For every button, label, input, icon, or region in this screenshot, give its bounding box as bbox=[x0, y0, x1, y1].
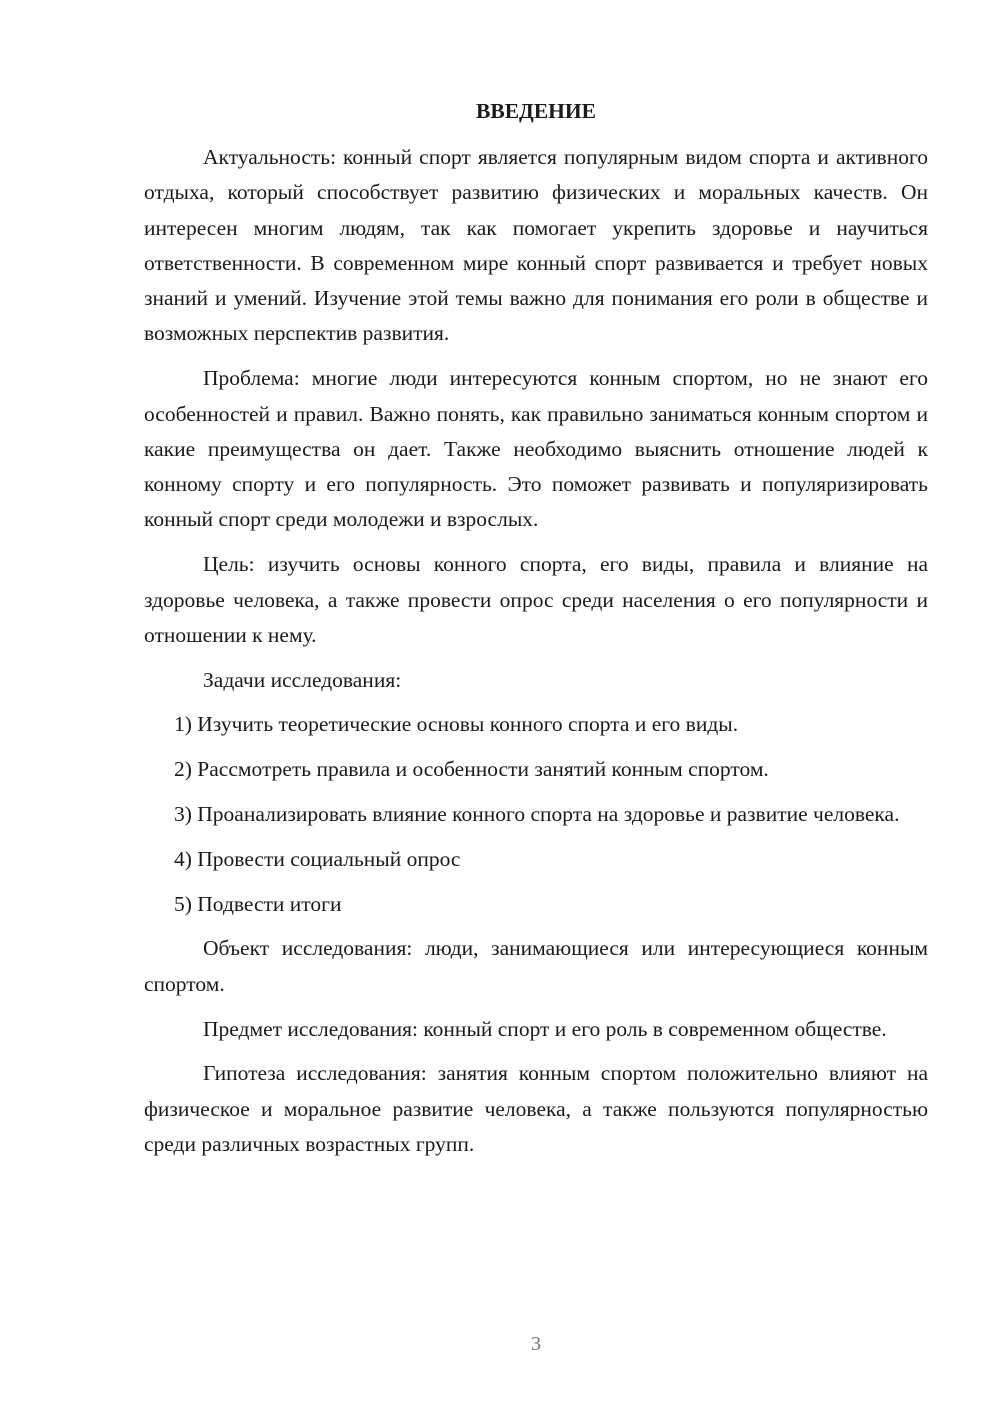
tasks-heading: Задачи исследования: bbox=[203, 667, 402, 692]
document-body bbox=[144, 96, 928, 1172]
task-item: 3) Проанализировать влияние конного спорта на здоровье и развитие человека. bbox=[174, 802, 900, 827]
page-title: ВВЕДЕНИЕ bbox=[476, 99, 596, 123]
hypothesis-paragraph: Гипотеза исследования: занятия конным спортом положительно влияют на физическое и моральное развитие человека, а также пользуются популярностью среди различных возрастных групп. bbox=[144, 1061, 928, 1156]
page-number: 3 bbox=[531, 1333, 541, 1355]
object-paragraph: Объект исследования: люди, занимающиеся или интересующиеся конным спортом. bbox=[144, 936, 928, 996]
task-item: 5) Подвести итоги bbox=[174, 891, 342, 916]
problem-paragraph: Проблема: многие люди интересуются конным спортом, но не знают его особенностей и правил. Важно понять, как правильно заниматься конным спортом и какие преимущества он дает. Также необходимо выяснить отношение людей к конному спорту и его популярность. Это поможет развивать и популяризировать конный спорт среди молодежи и взрослых. bbox=[144, 366, 928, 532]
task-item: 1) Изучить теоретические основы конного спорта и его виды. bbox=[174, 712, 739, 737]
relevance-paragraph: Актуальность: конный спорт является популярным видом спорта и активного отдыха, который способствует развитию физических и моральных качеств. Он интересен многим людям, так как помогает укрепить здоровье и научиться ответственности. В современном мире конный спорт развивается и требует новых знаний и умений. Изучение этой темы важно для понимания его роли в обществе и возможных перспектив развития. bbox=[144, 145, 928, 346]
subject-paragraph: Предмет исследования: конный спорт и его роль в современном обществе. bbox=[203, 1016, 887, 1041]
goal-paragraph: Цель: изучить основы конного спорта, его виды, правила и влияние на здоровье человека, а также провести опрос среди населения о его популярности и отношении к нему. bbox=[144, 552, 928, 647]
task-item: 2) Рассмотреть правила и особенности занятий конным спортом. bbox=[174, 757, 769, 782]
task-item: 4) Провести социальный опрос bbox=[174, 846, 461, 871]
